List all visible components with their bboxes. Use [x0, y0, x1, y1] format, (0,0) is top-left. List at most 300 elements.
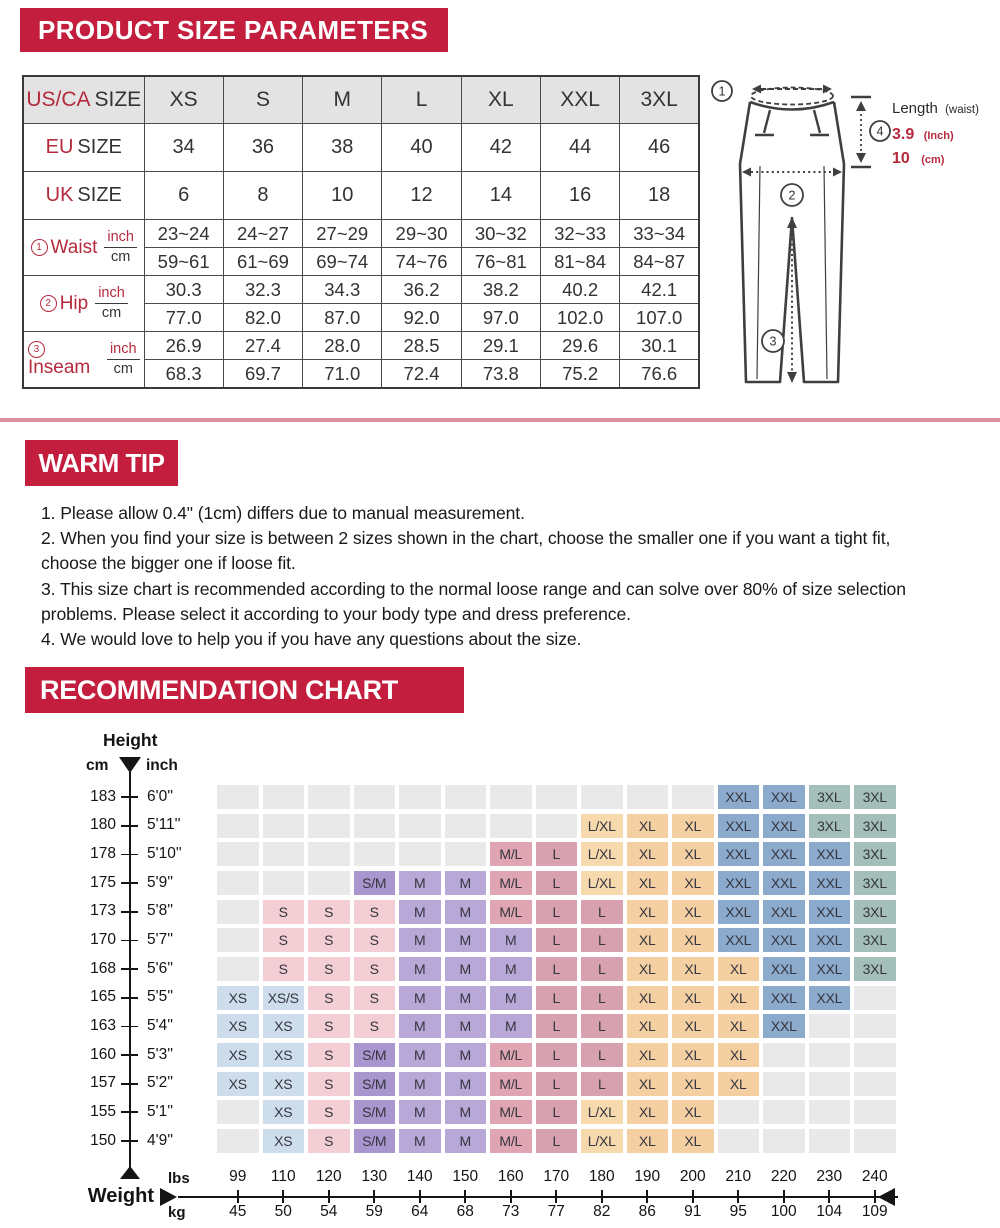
grid-cell: XXL [763, 986, 805, 1010]
size-value-cell: 6 [144, 172, 223, 220]
grid-cell: XXL [763, 1014, 805, 1038]
inch-value-cell: 29.1 [461, 332, 540, 360]
grid-cell: XL [627, 1072, 669, 1096]
grid-cell-empty [763, 1129, 805, 1153]
grid-cell: M [445, 957, 487, 981]
inch-value-cell: 30~32 [461, 220, 540, 248]
grid-cell-empty [217, 842, 259, 866]
grid-cell: L/XL [581, 1100, 623, 1124]
grid-cell: 3XL [809, 785, 851, 809]
length-cm-unit: (cm) [921, 154, 945, 166]
weight-label-kg: 91 [684, 1203, 702, 1220]
circled-number: 1 [31, 239, 48, 256]
grid-cell: XS [217, 1043, 259, 1067]
height-unit-cm: cm [86, 757, 109, 774]
row-label-dark: SIZE [77, 136, 122, 158]
grid-cell: XL [627, 1100, 669, 1124]
grid-cell: XL [672, 1072, 714, 1096]
weight-label-kg: 100 [770, 1203, 797, 1220]
grid-cell: S [308, 986, 350, 1010]
grid-cell: XL [627, 928, 669, 952]
grid-cell: XL [627, 1129, 669, 1153]
grid-cell: XL [627, 986, 669, 1010]
size-column-header: XXL [540, 76, 619, 124]
grid-cell-empty [854, 986, 896, 1010]
weight-label-kg: 45 [229, 1203, 247, 1220]
grid-cell-empty [672, 785, 714, 809]
measure-name-text: Waist [50, 236, 98, 258]
grid-cell: M/L [490, 1100, 532, 1124]
callout-number-1: 1 [718, 84, 726, 99]
grid-cell: XL [672, 1014, 714, 1038]
grid-cell: XS [263, 1043, 305, 1067]
grid-cell: XL [718, 957, 760, 981]
grid-cell-empty [354, 842, 396, 866]
grid-cell-empty [445, 842, 487, 866]
grid-cell: XXL [718, 842, 760, 866]
weight-label-lbs: 220 [770, 1168, 797, 1185]
grid-cell-empty [809, 1014, 851, 1038]
inseam-arrowhead-bottom [787, 372, 797, 383]
weight-axis-line [178, 1196, 898, 1198]
measure-row-inch [23, 220, 699, 248]
callout-number-3: 3 [769, 334, 777, 349]
height-tick [121, 1054, 138, 1056]
grid-cell: L [536, 986, 578, 1010]
grid-cell: M [445, 1072, 487, 1096]
weight-label-kg: 77 [547, 1203, 565, 1220]
height-tick [121, 825, 138, 827]
measure-label-wrap [24, 341, 144, 378]
grid-cell: XXL [763, 814, 805, 838]
size-value-cell: 16 [540, 172, 619, 220]
pants-outline [740, 102, 844, 382]
grid-cell: S [308, 957, 350, 981]
weight-tick [828, 1190, 830, 1203]
weight-label-lbs: 190 [634, 1168, 661, 1185]
grid-cell-empty [854, 1014, 896, 1038]
grid-cell: M [399, 1014, 441, 1038]
product-size-parameters-banner [20, 8, 448, 52]
size-value-cell: 44 [540, 124, 619, 172]
inch-value-cell: 28.0 [303, 332, 382, 360]
inch-value-cell: 27.4 [223, 332, 302, 360]
pants-measurement-diagram [708, 76, 998, 408]
grid-cell: M [399, 1129, 441, 1153]
grid-cell: M/L [490, 1043, 532, 1067]
tip-item-4: 4. We would love to help you if you have any questions about the size. [41, 629, 582, 650]
size-table-row [23, 124, 699, 172]
grid-cell: XL [627, 900, 669, 924]
grid-cell: XL [718, 1014, 760, 1038]
size-value-cell: 12 [382, 172, 461, 220]
grid-cell-empty [445, 785, 487, 809]
grid-cell: XS/S [263, 986, 305, 1010]
grid-cell-empty [399, 814, 441, 838]
grid-cell-empty [263, 814, 305, 838]
height-label-inch: 5'7'' [147, 931, 174, 949]
height-tick [121, 854, 138, 856]
weight-tick [737, 1190, 739, 1203]
weight-tick [601, 1190, 603, 1203]
length-cm-value: 10 [892, 150, 910, 167]
height-label-inch: 5'11'' [147, 816, 181, 834]
grid-cell: S/M [354, 1129, 396, 1153]
grid-cell: L [581, 900, 623, 924]
grid-cell: S [354, 900, 396, 924]
weight-tick [783, 1190, 785, 1203]
unit-stack [104, 229, 137, 266]
grid-cell: M [490, 928, 532, 952]
weight-label-kg: 50 [274, 1203, 292, 1220]
warm-tip-banner [25, 440, 178, 486]
cm-value-cell: 102.0 [540, 304, 619, 332]
grid-cell-empty [217, 928, 259, 952]
weight-tick [874, 1190, 876, 1203]
cm-value-cell: 76.6 [620, 360, 699, 389]
grid-cell: XL [672, 900, 714, 924]
weight-label-kg: 68 [456, 1203, 474, 1220]
grid-cell: S [263, 957, 305, 981]
height-label-inch: 4'9'' [147, 1131, 174, 1149]
inch-value-cell: 34.3 [303, 276, 382, 304]
grid-cell: XL [672, 842, 714, 866]
inch-unit-label: inch [104, 229, 137, 248]
grid-cell-empty [399, 842, 441, 866]
height-label-cm: 180 [90, 816, 116, 834]
grid-cell: M [399, 1072, 441, 1096]
grid-cell-empty [263, 842, 305, 866]
tip-item-1: 1. Please allow 0.4" (1cm) differs due to manual measurement. [41, 503, 525, 523]
weight-tick [373, 1190, 375, 1203]
weight-tick [237, 1190, 239, 1203]
grid-cell: S/M [354, 871, 396, 895]
waist-ellipse [751, 88, 833, 105]
grid-cell: XS [263, 1014, 305, 1038]
grid-cell: S/M [354, 1100, 396, 1124]
inch-value-cell: 33~34 [620, 220, 699, 248]
weight-tick [328, 1190, 330, 1203]
weight-label-lbs: 210 [725, 1168, 752, 1185]
height-label-cm: 157 [90, 1074, 116, 1092]
inch-value-cell: 23~24 [144, 220, 223, 248]
grid-cell: 3XL [854, 871, 896, 895]
row-label-red: UK [45, 184, 74, 206]
inch-value-cell: 40.2 [540, 276, 619, 304]
measure-name-text: Hip [59, 292, 89, 314]
height-label-inch: 6'0'' [147, 787, 174, 805]
grid-cell: S [354, 986, 396, 1010]
grid-cell-empty [809, 1043, 851, 1067]
cm-value-cell: 81~84 [540, 248, 619, 276]
inch-value-cell: 32~33 [540, 220, 619, 248]
grid-cell: S [263, 928, 305, 952]
grid-cell-empty [399, 785, 441, 809]
height-label-cm: 160 [90, 1045, 116, 1063]
circled-number: 3 [28, 341, 45, 358]
grid-cell: M [445, 900, 487, 924]
svg-text:3.9 (Inch) [892, 126, 954, 143]
weight-label-kg: 54 [320, 1203, 338, 1220]
grid-cell: S [354, 957, 396, 981]
weight-label-kg: 82 [593, 1203, 611, 1220]
row-label-dark: SIZE [77, 184, 122, 206]
measure-label-wrap [24, 229, 144, 266]
height-tick [121, 882, 138, 884]
weight-label-lbs: 180 [588, 1168, 615, 1185]
height-label-cm: 178 [90, 845, 116, 863]
grid-cell: S [308, 1100, 350, 1124]
grid-cell-empty [263, 871, 305, 895]
svg-text:10 (cm) [892, 150, 945, 167]
inch-value-cell: 42.1 [620, 276, 699, 304]
grid-cell-empty [217, 900, 259, 924]
grid-cell: M [445, 1014, 487, 1038]
cm-value-cell: 61~69 [223, 248, 302, 276]
size-value-cell: 14 [461, 172, 540, 220]
grid-cell: M [399, 871, 441, 895]
grid-cell: M [490, 1014, 532, 1038]
grid-cell: M/L [490, 900, 532, 924]
grid-cell: M/L [490, 842, 532, 866]
grid-cell: M [445, 1100, 487, 1124]
grid-cell: S/M [354, 1043, 396, 1067]
grid-cell-empty [763, 1072, 805, 1096]
grid-cell: XS [217, 986, 259, 1010]
grid-cell: XS [263, 1129, 305, 1153]
measure-row-inch [23, 276, 699, 304]
height-label-cm: 173 [90, 902, 116, 920]
measure-name [31, 238, 98, 258]
grid-cell-empty [217, 871, 259, 895]
recommendation-chart-banner [25, 667, 464, 713]
grid-cell: 3XL [854, 928, 896, 952]
weight-tick [419, 1190, 421, 1203]
weight-label-kg: 109 [861, 1203, 888, 1220]
grid-cell-empty [763, 1043, 805, 1067]
weight-tick [646, 1190, 648, 1203]
weight-label-lbs: 120 [315, 1168, 342, 1185]
grid-cell-empty [217, 957, 259, 981]
grid-cell: 3XL [854, 814, 896, 838]
grid-cell: M [445, 1043, 487, 1067]
grid-cell: L [536, 1043, 578, 1067]
grid-cell-empty [627, 785, 669, 809]
grid-cell: XXL [763, 957, 805, 981]
grid-cell: M [399, 986, 441, 1010]
warm-tip-title: WARM TIP [38, 447, 165, 478]
waistband-arrowhead-top [856, 101, 866, 111]
svg-text:Length (waist) [892, 100, 979, 117]
size-column-header: XS [144, 76, 223, 124]
height-tick [121, 968, 138, 970]
inch-unit-label: inch [95, 285, 128, 304]
size-value-cell: 46 [620, 124, 699, 172]
grid-cell-empty [854, 1043, 896, 1067]
measure-name-text: Inseam [27, 357, 91, 378]
grid-cell: XXL [763, 785, 805, 809]
height-label-inch: 5'2'' [147, 1074, 174, 1092]
weight-tick [464, 1190, 466, 1203]
grid-cell-empty [308, 814, 350, 838]
height-label-inch: 5'8'' [147, 902, 174, 920]
grid-cell-empty [354, 814, 396, 838]
inch-value-cell: 27~29 [303, 220, 382, 248]
size-value-cell: 8 [223, 172, 302, 220]
height-label-cm: 168 [90, 959, 116, 977]
grid-cell: L/XL [581, 1129, 623, 1153]
height-label-cm: 155 [90, 1102, 116, 1120]
grid-cell: L [536, 842, 578, 866]
grid-cell-empty [809, 1129, 851, 1153]
weight-unit-kg: kg [168, 1204, 186, 1221]
height-label-inch: 5'10'' [147, 845, 182, 863]
size-column-header: S [223, 76, 302, 124]
weight-label-kg: 73 [502, 1203, 520, 1220]
grid-cell: XL [672, 928, 714, 952]
grid-cell: XXL [763, 871, 805, 895]
measure-label-cell [23, 332, 144, 389]
grid-cell: M [399, 1043, 441, 1067]
grid-cell: XL [672, 957, 714, 981]
size-column-header: 3XL [620, 76, 699, 124]
grid-cell: L/XL [581, 871, 623, 895]
cm-value-cell: 92.0 [382, 304, 461, 332]
weight-label-kg: 95 [729, 1203, 747, 1220]
grid-cell-empty [263, 785, 305, 809]
grid-cell: L [581, 1014, 623, 1038]
row-label-cell [23, 172, 144, 220]
height-label-inch: 5'4'' [147, 1017, 174, 1035]
size-value-cell: 18 [620, 172, 699, 220]
size-column-header: L [382, 76, 461, 124]
measure-row-inch [23, 332, 699, 360]
grid-cell: XL [672, 986, 714, 1010]
grid-cell: XXL [763, 842, 805, 866]
weight-tick [555, 1190, 557, 1203]
grid-cell-empty [718, 1100, 760, 1124]
weight-label-lbs: 99 [229, 1168, 247, 1185]
grid-cell: M [399, 900, 441, 924]
section-separator-line [0, 418, 1000, 422]
grid-cell: XXL [809, 842, 851, 866]
height-label-cm: 165 [90, 988, 116, 1006]
grid-cell: XXL [718, 928, 760, 952]
grid-cell: XL [627, 1043, 669, 1067]
tip-item-2: 2. When you find your size is between 2 sizes shown in the chart, choose the smaller one if you want a tight fit, choose the bigger one if loose fit. [41, 528, 891, 574]
height-label-cm: 163 [90, 1017, 116, 1035]
cm-value-cell: 73.8 [461, 360, 540, 389]
tip-item-3: 3. This size chart is recommended according to the normal loose range and can solve over 80% of size selection problems. Please select it according to your body type and dress preference. [41, 578, 906, 624]
size-table [22, 75, 700, 389]
grid-cell: S [354, 928, 396, 952]
measure-name [40, 294, 89, 314]
height-axis-title: Height [103, 730, 158, 750]
grid-cell-empty [308, 842, 350, 866]
unit-stack [95, 285, 128, 322]
grid-cell: 3XL [809, 814, 851, 838]
length-waist-label: Length [892, 100, 938, 117]
grid-cell: L [581, 1072, 623, 1096]
grid-cell: XL [718, 1043, 760, 1067]
waistband-arrowhead-bottom [856, 153, 866, 163]
grid-cell: L [536, 1072, 578, 1096]
height-tick [121, 911, 138, 913]
grid-cell-empty [354, 785, 396, 809]
hip-arrowhead-right [833, 168, 842, 177]
grid-cell: XS [217, 1072, 259, 1096]
grid-cell: XXL [809, 900, 851, 924]
cm-value-cell: 75.2 [540, 360, 619, 389]
grid-cell: XXL [763, 900, 805, 924]
cm-value-cell: 68.3 [144, 360, 223, 389]
cm-value-cell: 71.0 [303, 360, 382, 389]
row-label-cell [23, 124, 144, 172]
height-axis-arrow-top-icon [119, 757, 141, 773]
inch-value-cell: 29.6 [540, 332, 619, 360]
grid-cell: XS [263, 1072, 305, 1096]
height-tick [121, 1111, 138, 1113]
grid-cell: XL [718, 986, 760, 1010]
weight-label-lbs: 130 [361, 1168, 388, 1185]
size-column-header: M [303, 76, 382, 124]
grid-cell: L [536, 957, 578, 981]
height-label-inch: 5'3'' [147, 1045, 174, 1063]
grid-cell: XL [718, 1072, 760, 1096]
grid-cell-empty [718, 1129, 760, 1153]
cm-unit-label: cm [110, 249, 131, 265]
size-word-label: SIZE [94, 88, 142, 111]
inch-value-cell: 29~30 [382, 220, 461, 248]
grid-cell: 3XL [854, 842, 896, 866]
cm-value-cell: 84~87 [620, 248, 699, 276]
circled-number: 2 [40, 295, 57, 312]
grid-cell: XXL [718, 900, 760, 924]
row-label-red: EU [45, 136, 74, 158]
height-label-inch: 5'5'' [147, 988, 174, 1006]
height-label-cm: 170 [90, 931, 116, 949]
product-size-parameters-title: PRODUCT SIZE PARAMETERS [38, 14, 429, 45]
grid-cell: S [263, 900, 305, 924]
grid-cell: XL [672, 1100, 714, 1124]
height-tick [121, 940, 138, 942]
height-label-cm: 183 [90, 787, 116, 805]
size-column-header: XL [461, 76, 540, 124]
grid-cell: 3XL [854, 900, 896, 924]
weight-label-lbs: 160 [497, 1168, 524, 1185]
grid-cell: L [536, 1100, 578, 1124]
size-value-cell: 34 [144, 124, 223, 172]
grid-cell-empty [308, 785, 350, 809]
size-value-cell: 36 [223, 124, 302, 172]
grid-cell: S [308, 1014, 350, 1038]
grid-cell: XL [627, 842, 669, 866]
grid-cell: XL [672, 814, 714, 838]
grid-cell: M [445, 986, 487, 1010]
grid-cell: XXL [763, 928, 805, 952]
size-table-header-row [23, 76, 699, 124]
grid-cell-empty [217, 1100, 259, 1124]
inch-unit-label: inch [107, 341, 140, 360]
cm-unit-label: cm [113, 361, 133, 377]
grid-cell: XS [263, 1100, 305, 1124]
cm-value-cell: 97.0 [461, 304, 540, 332]
height-tick [121, 997, 138, 999]
inch-value-cell: 24~27 [223, 220, 302, 248]
weight-label-kg: 86 [638, 1203, 656, 1220]
grid-cell: L [536, 871, 578, 895]
weight-tick [692, 1190, 694, 1203]
